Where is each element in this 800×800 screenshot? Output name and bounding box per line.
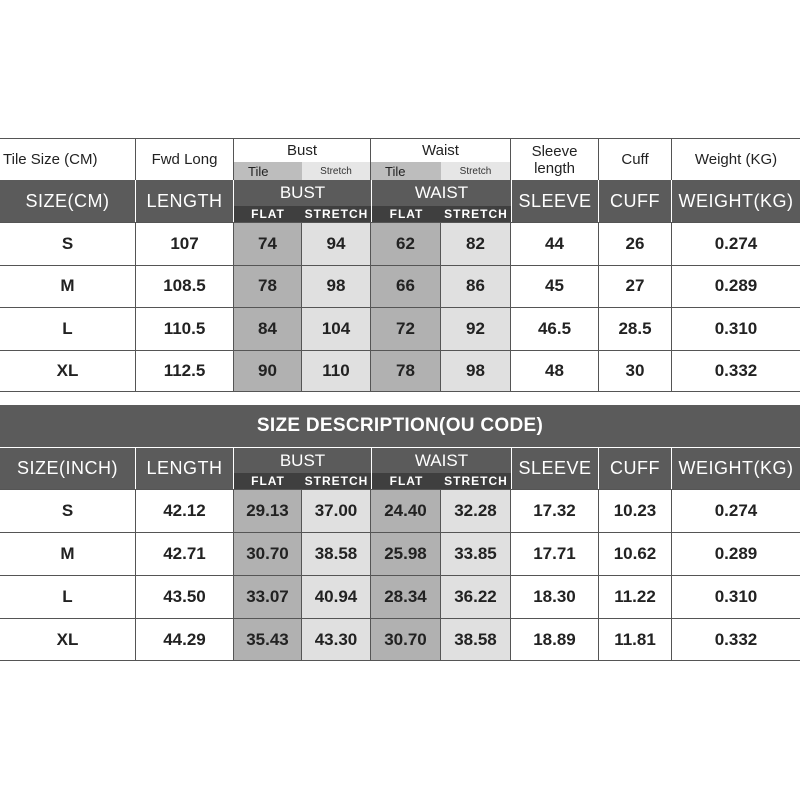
cuff-cell: 11.81 xyxy=(599,618,672,661)
waist-stretch-cell: 32.28 xyxy=(441,489,511,532)
cm-sleeve-header: SLEEVE xyxy=(511,180,599,222)
cuff-cell: 27 xyxy=(599,265,672,308)
length-cell: 107 xyxy=(136,222,234,265)
size-description-title: SIZE DESCRIPTION(OU CODE) xyxy=(0,405,800,447)
sleeve-cell: 17.32 xyxy=(511,489,599,532)
waist-tile-label: Tile xyxy=(371,162,441,180)
table-row xyxy=(0,489,800,532)
inch-table-header xyxy=(0,447,800,489)
length-cell: 43.50 xyxy=(136,575,234,618)
weight-cell: 0.289 xyxy=(672,532,800,575)
waist-stretch-cell: 98 xyxy=(441,350,511,393)
table-row xyxy=(0,307,800,350)
bust-stretch-cell: 104 xyxy=(302,307,371,350)
cm-bust-header: BUST xyxy=(279,183,326,202)
sleeve-cell: 17.71 xyxy=(511,532,599,575)
cm-waist-flat-header: FLAT xyxy=(371,206,441,222)
inch-waist-stretch-header: STRETCH xyxy=(441,473,511,489)
inch-table-body xyxy=(0,489,800,661)
sleeve-cell: 44 xyxy=(511,222,599,265)
waist-flat-cell: 28.34 xyxy=(371,575,441,618)
waist-flat-cell: 78 xyxy=(371,350,441,393)
size-cell: S xyxy=(0,222,136,265)
table-row xyxy=(0,350,800,393)
cm-bust-flat-header: FLAT xyxy=(234,206,302,222)
cm-size-header: SIZE(CM) xyxy=(0,180,136,222)
weight-cell: 0.274 xyxy=(672,222,800,265)
size-cell: S xyxy=(0,489,136,532)
sleeve-cell: 18.89 xyxy=(511,618,599,661)
bust-stretch-label: Stretch xyxy=(302,162,371,180)
sleeve-cell: 46.5 xyxy=(511,307,599,350)
fwd-long-label: Fwd Long xyxy=(136,138,234,180)
bust-label: Bust xyxy=(234,138,371,162)
size-cell: M xyxy=(0,265,136,308)
label-row xyxy=(0,138,800,180)
length-cell: 42.71 xyxy=(136,532,234,575)
table-row xyxy=(0,532,800,575)
waist-stretch-label: Stretch xyxy=(441,162,511,180)
bust-stretch-cell: 94 xyxy=(302,222,371,265)
size-cell: L xyxy=(0,307,136,350)
inch-sleeve-header: SLEEVE xyxy=(511,448,599,489)
sleeve-length-label: Sleeve length xyxy=(511,138,599,180)
cuff-cell: 10.62 xyxy=(599,532,672,575)
inch-bust-header: BUST xyxy=(279,450,326,470)
waist-flat-cell: 25.98 xyxy=(371,532,441,575)
weight-label: Weight (KG) xyxy=(672,138,800,180)
weight-cell: 0.332 xyxy=(672,618,800,661)
table-row xyxy=(0,222,800,265)
bust-flat-cell: 29.13 xyxy=(234,489,302,532)
bust-flat-cell: 90 xyxy=(234,350,302,393)
length-cell: 112.5 xyxy=(136,350,234,393)
cuff-label: Cuff xyxy=(599,138,672,180)
bust-flat-cell: 35.43 xyxy=(234,618,302,661)
bust-tile-label: Tile xyxy=(234,162,302,180)
inch-waist-flat-header: FLAT xyxy=(371,473,441,489)
size-cell: L xyxy=(0,575,136,618)
bust-flat-cell: 74 xyxy=(234,222,302,265)
waist-stretch-cell: 33.85 xyxy=(441,532,511,575)
waist-flat-cell: 30.70 xyxy=(371,618,441,661)
cuff-cell: 28.5 xyxy=(599,307,672,350)
length-cell: 42.12 xyxy=(136,489,234,532)
inch-waist-header: WAIST xyxy=(371,448,511,473)
weight-cell: 0.289 xyxy=(672,265,800,308)
waist-stretch-cell: 36.22 xyxy=(441,575,511,618)
cm-length-header: LENGTH xyxy=(136,180,234,222)
sleeve-cell: 18.30 xyxy=(511,575,599,618)
sleeve-cell: 48 xyxy=(511,350,599,393)
inch-size-header: SIZE(INCH) xyxy=(0,448,136,489)
inch-length-header: LENGTH xyxy=(136,448,234,489)
table-row xyxy=(0,265,800,308)
waist-flat-cell: 66 xyxy=(371,265,441,308)
cm-waist-header: WAIST xyxy=(371,180,511,206)
cm-weight-header: WEIGHT(KG) xyxy=(672,180,800,222)
cm-table-header xyxy=(0,180,800,222)
bust-flat-cell: 84 xyxy=(234,307,302,350)
waist-stretch-cell: 86 xyxy=(441,265,511,308)
tile-size-label: Tile Size (CM) xyxy=(0,138,136,180)
size-cell: XL xyxy=(0,618,136,661)
size-cell: XL xyxy=(0,350,136,393)
cuff-cell: 11.22 xyxy=(599,575,672,618)
waist-flat-cell: 62 xyxy=(371,222,441,265)
bust-flat-cell: 33.07 xyxy=(234,575,302,618)
sleeve-cell: 45 xyxy=(511,265,599,308)
waist-flat-cell: 72 xyxy=(371,307,441,350)
inch-cuff-header: CUFF xyxy=(599,448,672,489)
bust-stretch-cell: 37.00 xyxy=(302,489,371,532)
waist-stretch-cell: 92 xyxy=(441,307,511,350)
bust-stretch-cell: 38.58 xyxy=(302,532,371,575)
size-cell: M xyxy=(0,532,136,575)
bust-stretch-cell: 40.94 xyxy=(302,575,371,618)
cuff-cell: 26 xyxy=(599,222,672,265)
inch-bust-flat-header: FLAT xyxy=(234,473,302,489)
length-cell: 110.5 xyxy=(136,307,234,350)
weight-cell: 0.332 xyxy=(672,350,800,393)
waist-label: Waist xyxy=(371,138,511,162)
table-row xyxy=(0,618,800,661)
waist-stretch-cell: 82 xyxy=(441,222,511,265)
cm-table-body xyxy=(0,222,800,392)
cuff-cell: 30 xyxy=(599,350,672,393)
waist-stretch-cell: 38.58 xyxy=(441,618,511,661)
weight-cell: 0.310 xyxy=(672,307,800,350)
cm-waist-stretch-header: STRETCH xyxy=(441,206,511,222)
bust-stretch-cell: 110 xyxy=(302,350,371,393)
length-cell: 108.5 xyxy=(136,265,234,308)
inch-bust-stretch-header: STRETCH xyxy=(302,473,371,489)
waist-flat-cell: 24.40 xyxy=(371,489,441,532)
cm-cuff-header: CUFF xyxy=(599,180,672,222)
bust-flat-cell: 78 xyxy=(234,265,302,308)
bust-flat-cell: 30.70 xyxy=(234,532,302,575)
weight-cell: 0.274 xyxy=(672,489,800,532)
inch-weight-header: WEIGHT(KG) xyxy=(672,448,800,489)
length-cell: 44.29 xyxy=(136,618,234,661)
weight-cell: 0.310 xyxy=(672,575,800,618)
cm-bust-stretch-header: STRETCH xyxy=(302,206,371,222)
cuff-cell: 10.23 xyxy=(599,489,672,532)
table-row xyxy=(0,575,800,618)
bust-stretch-cell: 43.30 xyxy=(302,618,371,661)
bust-stretch-cell: 98 xyxy=(302,265,371,308)
